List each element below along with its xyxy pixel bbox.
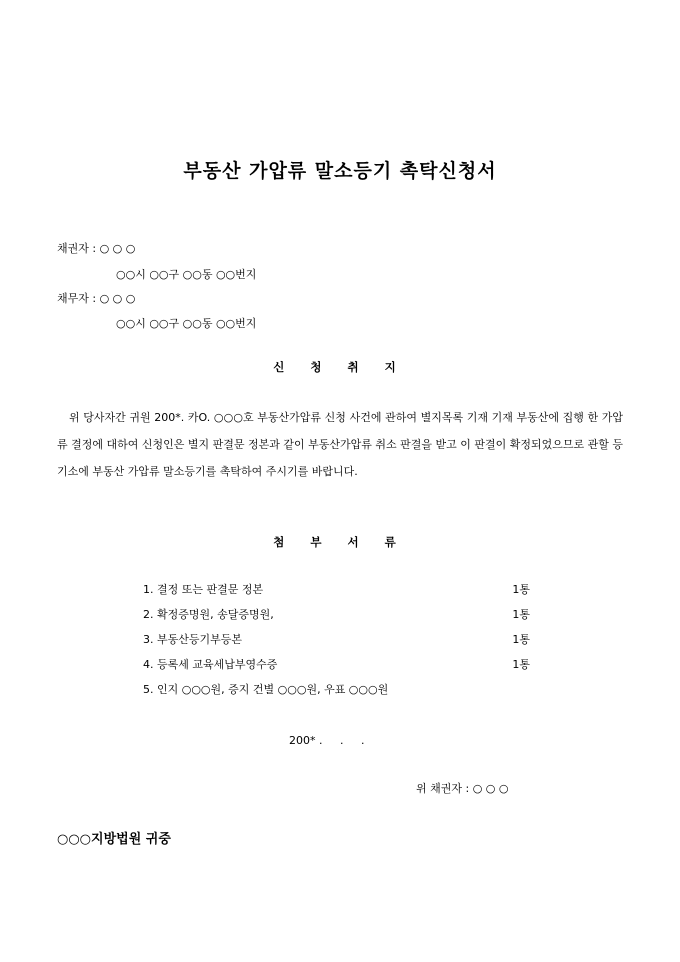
debtor-label: 채무자 : ○ ○ ○ <box>57 292 136 305</box>
attachment-item: 1. 결정 또는 판결문 정본 <box>143 583 264 596</box>
date-line: 200* . . . <box>289 734 365 747</box>
court-addressee: ○○○지방법원 귀중 <box>57 832 171 847</box>
attachment-item: 5. 인지 ○○○원, 증지 건별 ○○○원, 우표 ○○○원 <box>143 683 389 696</box>
attachment-item: 4. 등록세 교육세납부영수증 <box>143 658 278 671</box>
attachments-heading: 첨 부 서 류 <box>273 535 407 549</box>
attachment-item: 2. 확정증명원, 송달증명원, <box>143 608 274 621</box>
attachment-count: 1통 <box>512 608 530 621</box>
attachment-count: 1통 <box>512 658 530 671</box>
signature-line: 위 채권자 : ○ ○ ○ <box>416 782 509 795</box>
purpose-text: 위 당사자간 귀원 200*. 카O. ○○○호 부동산가압류 신청 사건에 관하여 별지목록 기재 기재 부동산에 집행 한 가압류 결정에 대하여 신청인은 별지 판결문 정본과 같이 부동산가압류 취소 판결을 받고 이 판결이 확정되었으므로 관할 등기소에 부동산 가압류 말소등기를 촉탁하여 주시기를 바랍니다. <box>57 411 623 478</box>
attachment-count: 1통 <box>512 583 530 596</box>
purpose-heading: 신 청 취 지 <box>273 360 407 374</box>
attachment-item: 3. 부동산등기부등본 <box>143 633 242 646</box>
creditor-address: ○○시 ○○구 ○○동 ○○번지 <box>116 268 257 281</box>
purpose-paragraph <box>57 404 623 485</box>
creditor-label: 채권자 : ○ ○ ○ <box>57 242 136 255</box>
document-title: 부동산 가압류 말소등기 촉탁신청서 <box>183 160 497 182</box>
debtor-address: ○○시 ○○구 ○○동 ○○번지 <box>116 317 257 330</box>
attachment-count: 1통 <box>512 633 530 646</box>
